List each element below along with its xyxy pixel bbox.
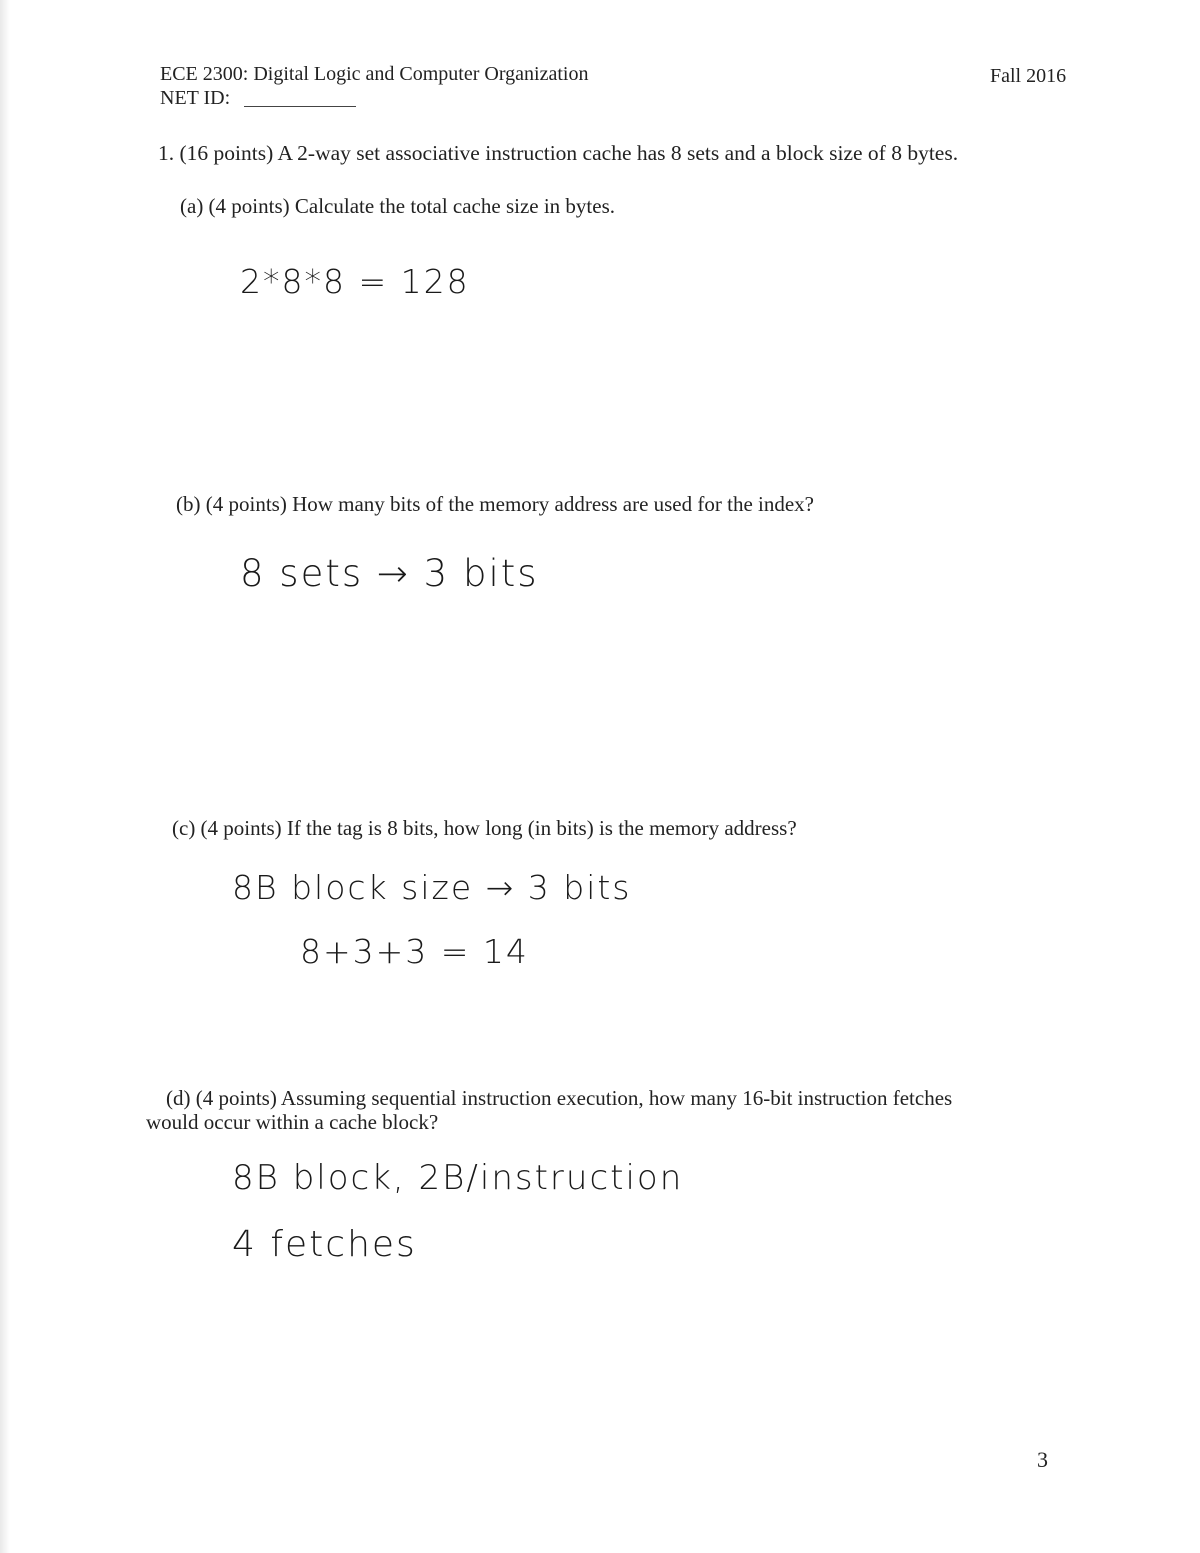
part-b-prompt: (b) (4 points) How many bits of the memory address are used for the index? [176, 492, 814, 516]
part-a-handwritten-answer: 2*8*8 = 128 [240, 262, 470, 301]
page-number: 3 [1037, 1447, 1048, 1472]
part-c-prompt: (c) (4 points) If the tag is 8 bits, how long (in bits) is the memory address? [172, 816, 797, 840]
netid-label: NET ID: [160, 87, 231, 109]
part-d-prompt-line1: (d) (4 points) Assuming sequential instruction execution, how many 16-bit instruction fetches [166, 1086, 953, 1110]
part-d-handwritten-answer-line2: 4 fetches [232, 1224, 417, 1265]
netid-blank-line [244, 106, 356, 107]
term-label: Fall 2016 [990, 65, 1067, 87]
part-d-prompt-line2: would occur within a cache block? [146, 1110, 439, 1134]
course-title: ECE 2300: Digital Logic and Computer Organization [160, 63, 589, 85]
question-stem: 1. (16 points) A 2-way set associative instruction cache has 8 sets and a block size of 8 bytes. [158, 141, 959, 165]
scan-edge-shadow [0, 0, 10, 1553]
part-a-prompt: (a) (4 points) Calculate the total cache size in bytes. [180, 194, 616, 218]
part-c-handwritten-answer-line2: 8+3+3 = 14 [300, 932, 529, 971]
part-b-handwritten-answer: 8 sets → 3 bits [240, 552, 539, 595]
part-d-handwritten-answer-line1: 8B block, 2B/instruction [232, 1158, 684, 1198]
part-c-handwritten-answer-line1: 8B block size → 3 bits [232, 868, 632, 907]
